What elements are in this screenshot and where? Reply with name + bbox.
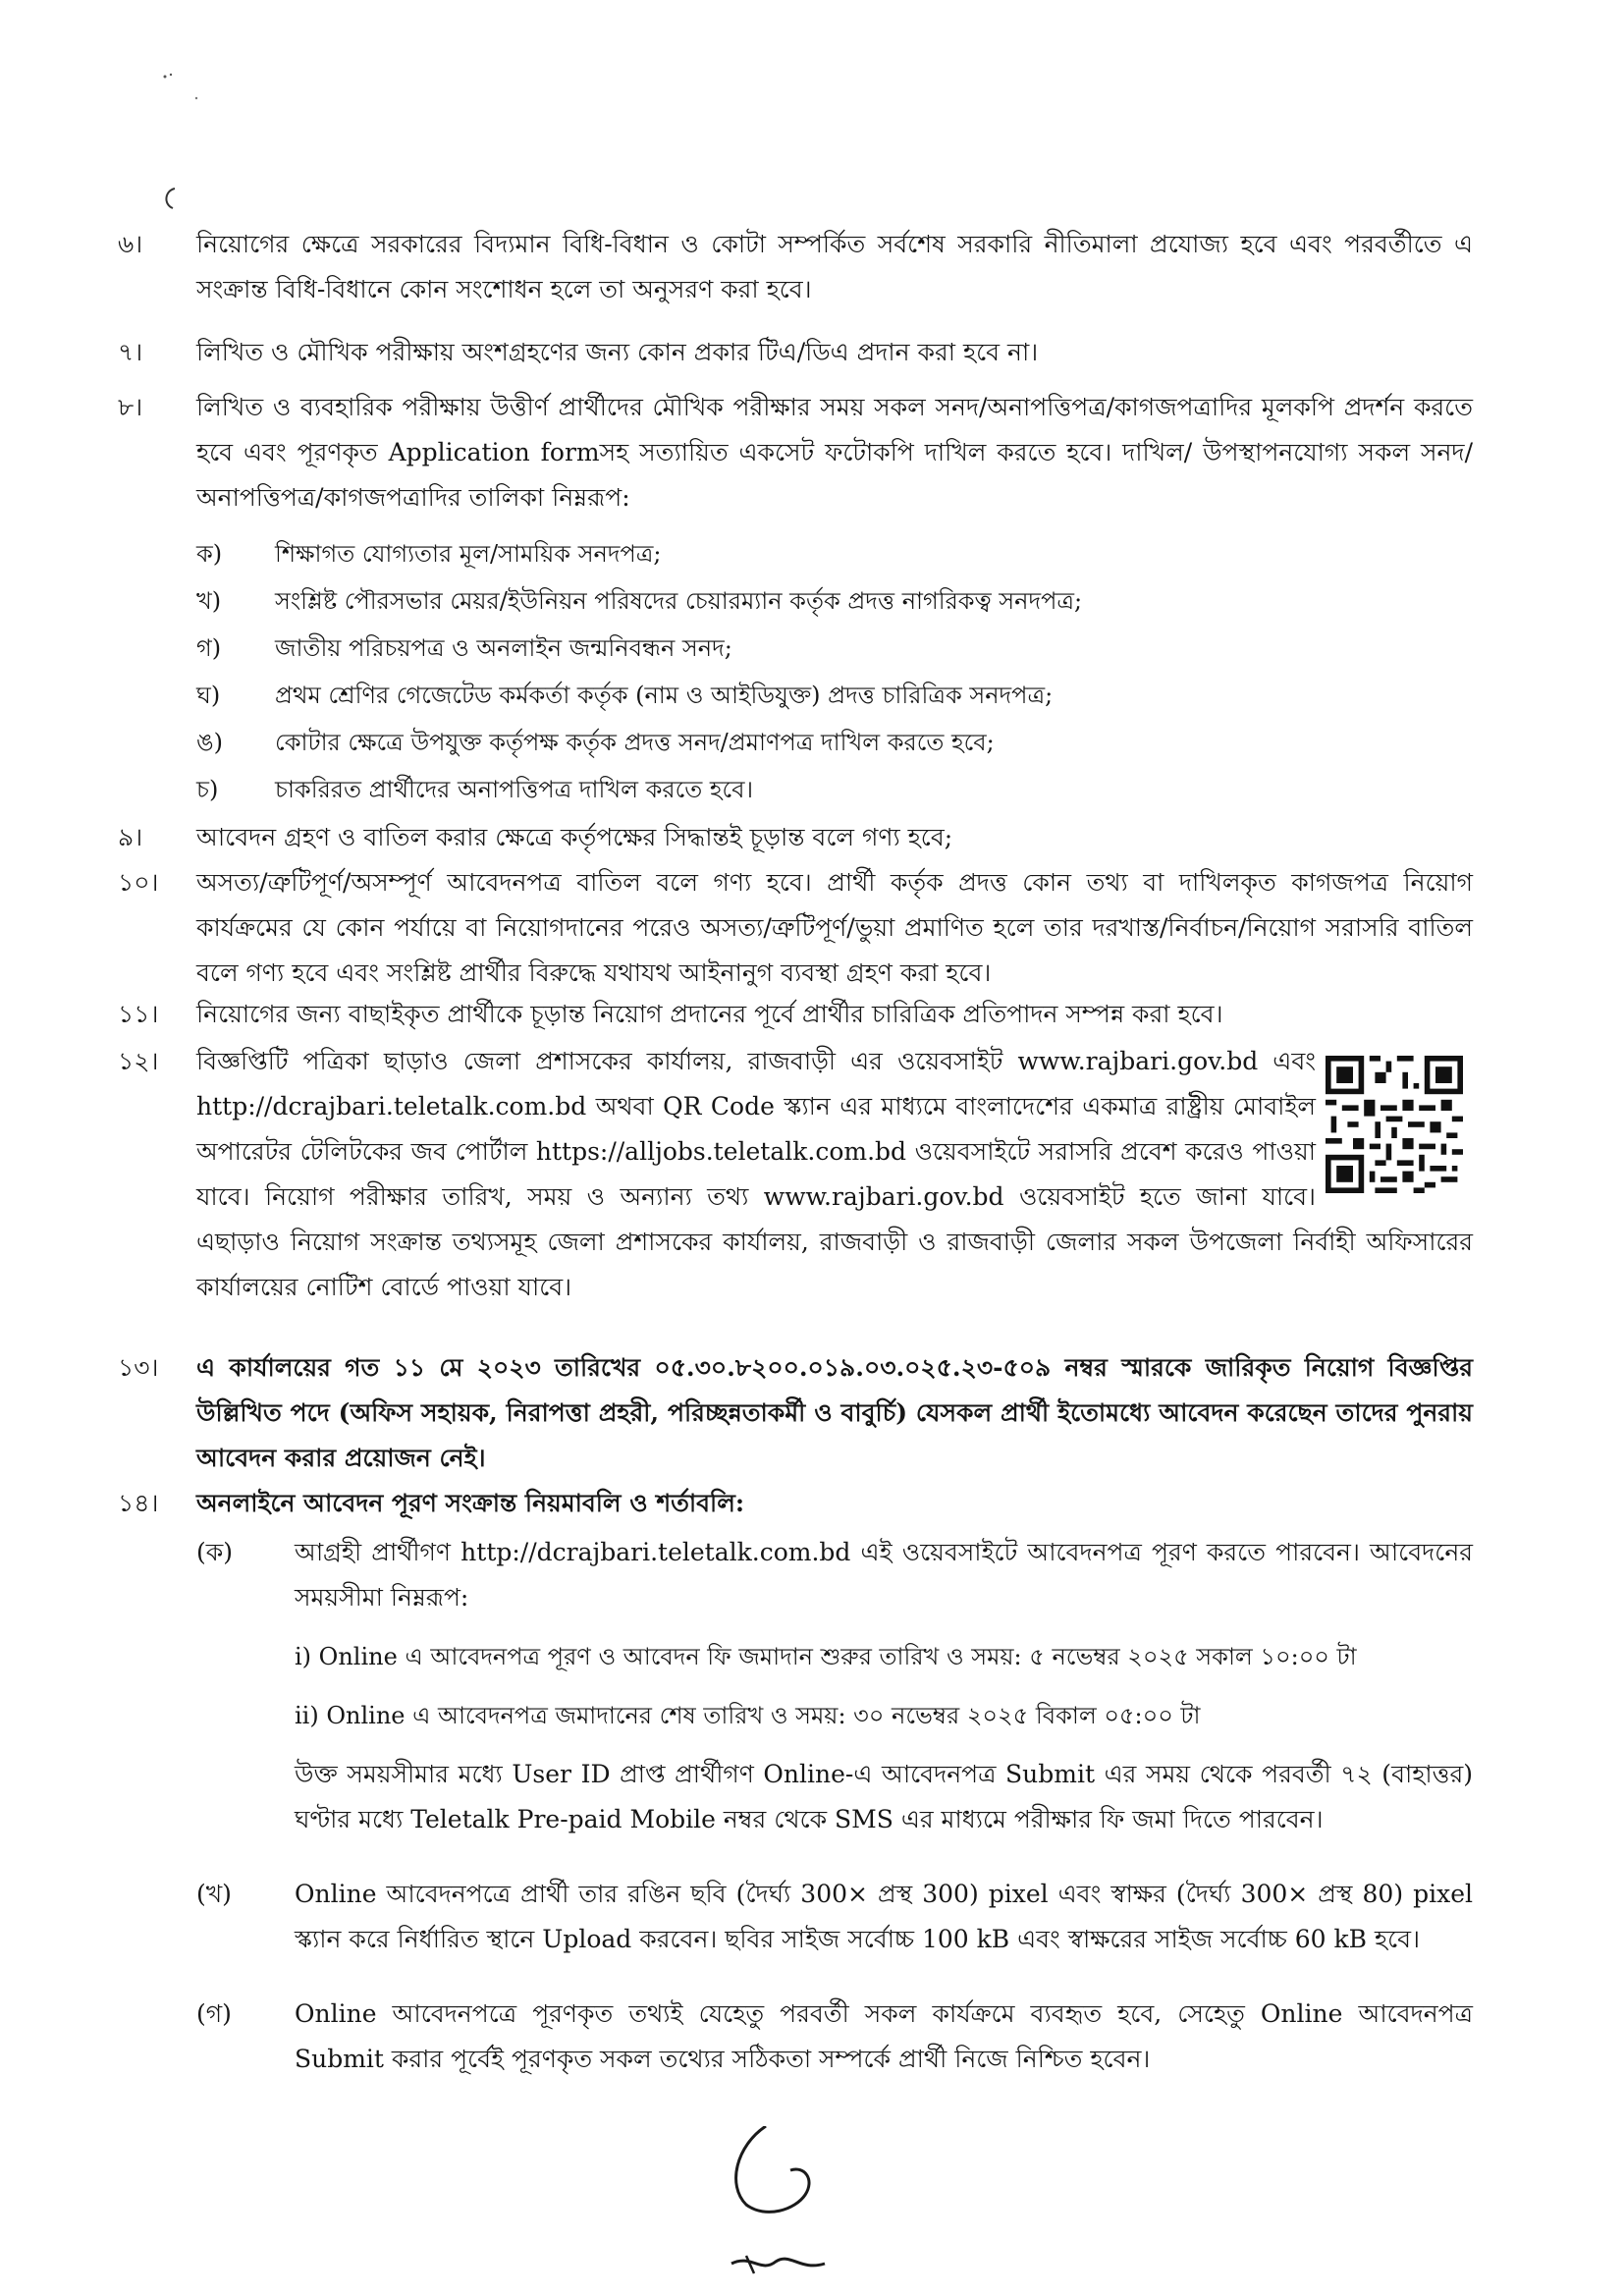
clause-number: ৯।	[118, 823, 143, 851]
qr-code-image	[1326, 1056, 1463, 1193]
list-item-label: ঘ)	[196, 682, 221, 709]
online-start-date: i) Online এ আবেদনপত্র পূরণ ও আবেদন ফি জমাদান শুরুর তারিখ ও সময়: ৫ নভেম্বর ২০২৫ সকাল ১০:০০ টা	[295, 1643, 1357, 1670]
list-item-label: ক)	[196, 540, 223, 568]
clause-10	[118, 860, 1473, 996]
list-item-label: খ)	[196, 587, 222, 615]
list-item-text: জাতীয় পরিচয়পত্র ও অনলাইন জন্মনিবন্ধন সনদ;	[275, 634, 732, 662]
clause-14	[118, 1481, 1473, 2082]
clause-8	[118, 385, 1473, 813]
list-item-label: চ)	[196, 776, 219, 803]
clause-number: ৭।	[118, 338, 143, 366]
handwritten-signature	[707, 2126, 874, 2293]
sub-clause-text: Online আবেদনপত্রে প্রার্থী তার রঙিন ছবি (দৈর্ঘ্য 300× প্রস্থ 300) pixel এবং স্বাক্ষর (দৈর্ঘ্য 300× প্রস্থ 80) pixel স্ক্যান করে নির্ধারিত স্থানে Upload করবেন। ছবির সাইজ সর্বোচ্চ 100 kB এবং স্বাক্ষরের সাইজ সর্বোচ্চ 60 kB হবে।	[295, 1880, 1473, 1953]
clause-title: অনলাইনে আবেদন পূরণ সংক্রান্ত নিয়মাবলি ও শর্তাবলি:	[196, 1489, 745, 1517]
list-item	[196, 672, 1473, 719]
fee-payment-note: উক্ত সময়সীমার মধ্যে User ID প্রাপ্ত প্রার্থীগণ Online-এ আবেদনপত্র Submit এর সময় থেকে পরবর্তী ৭২ (বাহাত্তর) ঘণ্টার মধ্যে Teletalk Pre-paid Mobile নম্বর থেকে SMS এর মাধ্যমে পরীক্ষার ফি জমা দিতে পারবেন।	[295, 1760, 1473, 1833]
sub-clause-ga	[196, 1992, 1473, 2082]
sub-clause-label: (ক)	[196, 1538, 233, 1566]
list-item	[196, 530, 1473, 577]
clause-text: লিখিত ও মৌখিক পরীক্ষায় অংশগ্রহণের জন্য কোন প্রকার টিএ/ডিএ প্রদান করা হবে না।	[196, 338, 1039, 366]
clause-text: নিয়োগের ক্ষেত্রে সরকারের বিদ্যমান বিধি-বিধান ও কোটা সম্পর্কিত সর্বশেষ সরকারি নীতিমালা প্রযোজ্য হবে এবং পরবর্তীতে এ সংক্রান্ত বিধি-বিধানে কোন সংশোধন হলে তা অনুসরণ করা হবে।	[196, 230, 1473, 303]
list-item	[196, 719, 1473, 766]
clause-number: ৬।	[118, 230, 143, 258]
clause-9	[118, 815, 1473, 860]
clause-text: নিয়োগের জন্য বাছাইকৃত প্রার্থীকে চূড়ান্ত নিয়োগ প্রদানের পূর্বে প্রার্থীর চারিত্রিক প্রতিপাদন সম্পন্ন করা হবে।	[196, 1000, 1223, 1028]
scan-speck-marks	[157, 69, 236, 108]
sub-clause-text: আগ্রহী প্রার্থীগণ http://dcrajbari.teletalk.com.bd এই ওয়েবসাইটে আবেদনপত্র পূরণ করতে পারবেন। আবেদনের সময়সীমা নিম্নরূপ:	[295, 1538, 1473, 1612]
list-item	[196, 625, 1473, 672]
list-item-label: গ)	[196, 634, 222, 662]
clause-text: অসত্য/ত্রুটিপূর্ণ/অসম্পূর্ণ আবেদনপত্র বাতিল বলে গণ্য হবে। প্রার্থী কর্তৃক প্রদত্ত কোন তথ্য বা দাখিলকৃত কাগজপত্র নিয়োগ কার্যক্রমের যে কোন পর্যায়ে বা নিয়োগদানের পরেও অসত্য/ত্রুটিপূর্ণ/ভুয়া প্রমাণিত হলে তার দরখাস্ত/নির্বাচন/নিয়োগ সরাসরি বাতিল বলে গণ্য হবে এবং সংশ্লিষ্ট প্রার্থীর বিরুদ্ধে যথাযথ আইনানুগ ব্যবস্থা গ্রহণ করা হবে।	[196, 868, 1473, 987]
list-item	[196, 766, 1473, 813]
online-end-date: ii) Online এ আবেদনপত্র জমাদানের শেষ তারিখ ও সময়: ৩০ নভেম্বর ২০২৫ বিকাল ০৫:০০ টা	[295, 1702, 1201, 1729]
list-item-text: শিক্ষাগত যোগ্যতার মূল/সাময়িক সনদপত্র;	[275, 540, 662, 568]
sub-clause-kha	[196, 1872, 1473, 1962]
sub-clause-label: (গ)	[196, 1999, 232, 2028]
clause-text: আবেদন গ্রহণ ও বাতিল করার ক্ষেত্রে কর্তৃপক্ষের সিদ্ধান্তই চূড়ান্ত বলে গণ্য হবে;	[196, 823, 953, 851]
list-item	[196, 577, 1473, 625]
list-item-text: কোটার ক্ষেত্রে উপযুক্ত কর্তৃপক্ষ কর্তৃক প্রদত্ত সনদ/প্রমাণপত্র দাখিল করতে হবে;	[275, 729, 995, 756]
clause-number: ৮।	[118, 393, 143, 421]
list-item-text: প্রথম শ্রেণির গেজেটেড কর্মকর্তা কর্তৃক (নাম ও আইডিযুক্ত) প্রদত্ত চারিত্রিক সনদপত্র;	[275, 682, 1054, 709]
document-list	[196, 530, 1473, 813]
clause-number: ১৩।	[118, 1353, 159, 1382]
clause-6	[118, 222, 1473, 312]
clause-7	[118, 330, 1473, 375]
clause-12	[118, 1039, 1473, 1310]
clause-13	[118, 1345, 1473, 1481]
clause-number: ১০।	[118, 868, 159, 897]
scan-crescent-mark	[157, 185, 187, 214]
list-item-text: চাকরিরত প্রার্থীদের অনাপত্তিপত্র দাখিল করতে হবে।	[275, 776, 754, 803]
clause-number: ১৪।	[118, 1489, 159, 1517]
clause-text: বিজ্ঞপ্তিটি পত্রিকা ছাড়াও জেলা প্রশাসকের কার্যালয়, রাজবাড়ী এর ওয়েবসাইট www.rajbari.gov.bd এবং http://dcrajbari.teletalk.com.bd অথবা QR Code স্ক্যান এর মাধ্যমে বাংলাদেশের একমাত্র রাষ্ট্রীয় মোবাইল অপারেটর টেলিটকের জব পোর্টাল https://alljobs.teletalk.com.bd ওয়েবসাইটে সরাসরি প্রবেশ করেও পাওয়া যাবে। নিয়োগ পরীক্ষার তারিখ, সময় ও অন্যান্য তথ্য www.rajbari.gov.bd ওয়েবসাইট হতে জানা যাবে। এছাড়াও নিয়োগ সংক্রান্ত তথ্যসমূহ জেলা প্রশাসকের কার্যালয়, রাজবাড়ী ও রাজবাড়ী জেলার সকল উপজেলা নির্বাহী অফিসারের কার্যালয়ের নোটিশ বোর্ডে পাওয়া যাবে।	[196, 1047, 1473, 1301]
list-item-label: ঙ)	[196, 729, 223, 756]
list-item-text: সংশ্লিষ্ট পৌরসভার মেয়র/ইউনিয়ন পরিষদের চেয়ারম্যান কর্তৃক প্রদত্ত নাগরিকত্ব সনদপত্র;	[275, 587, 1083, 615]
sub-clause-ka	[196, 1530, 1473, 1842]
clause-text: লিখিত ও ব্যবহারিক পরীক্ষায় উত্তীর্ণ প্রার্থীদের মৌখিক পরীক্ষার সময় সকল সনদ/অনাপত্তিপত্র/কাগজপত্রাদির মূলকপি প্রদর্শন করতে হবে এবং পূরণকৃত Application formসহ সত্যায়িত একসেট ফটোকপি দাখিল করতে হবে। দাখিল/ উপস্থাপনযোগ্য সকল সনদ/অনাপত্তিপত্র/কাগজপত্রাদির তালিকা নিম্নরূপ:	[196, 393, 1473, 512]
clause-number: ১২।	[118, 1047, 159, 1075]
sub-clause-text: Online আবেদনপত্রে পূরণকৃত তথ্যই যেহেতু পরবর্তী সকল কার্যক্রমে ব্যবহৃত হবে, সেহেতু Online আবেদনপত্র Submit করার পূর্বেই পূরণকৃত সকল তথ্যের সঠিকতা সম্পর্কে প্রার্থী নিজে নিশ্চিত হবেন।	[295, 1999, 1473, 2073]
clause-11	[118, 992, 1473, 1037]
sub-clause-label: (খ)	[196, 1880, 232, 1908]
clause-text: এ কার্যালয়ের গত ১১ মে ২০২৩ তারিখের ০৫.৩০.৮২০০.০১৯.০৩.০২৫.২৩-৫০৯ নম্বর স্মারকে জারিকৃত নিয়োগ বিজ্ঞপ্তির উল্লিখিত পদে (অফিস সহায়ক, নিরাপত্তা প্রহরী, পরিচ্ছন্নতাকর্মী ও বাবুর্চি) যেসকল প্রার্থী ইতোমধ্যে আবেদন করেছেন তাদের পুনরায় আবেদন করার প্রয়োজন নেই।	[196, 1353, 1473, 1472]
clause-number: ১১।	[118, 1000, 159, 1028]
